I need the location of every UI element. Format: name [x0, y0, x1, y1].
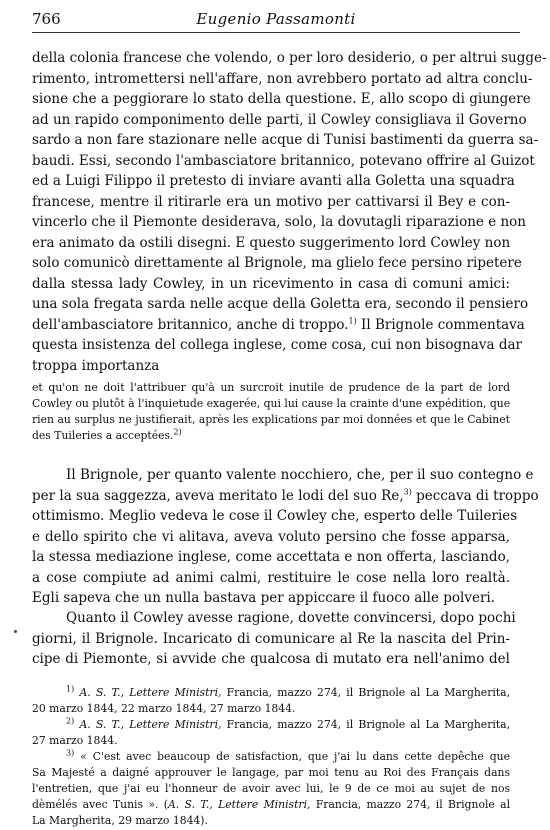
footnote-line: 20 marzo 1844, 22 marzo 1844, 27 marzo 1844. [32, 702, 296, 715]
paragraph-2 [32, 465, 539, 609]
text-line: vincerlo che il Piemonte desiderava, solo, la dovutagli riparazione e non [32, 214, 526, 230]
archive-series: Lettere Ministri, [218, 798, 311, 811]
text-line: la stessa mediazione inglese, come accettata e non offerta, lasciando, [32, 549, 510, 565]
text-segment: des Tuileries a acceptées. [32, 429, 174, 442]
footnote-line [32, 797, 510, 813]
text-line: solo comunicò direttamente al Brignole, ma glielo fece persino ripetere [32, 255, 522, 271]
archive-abbr: A. S. T., [79, 718, 125, 731]
footnote-mark: 1) [66, 684, 75, 694]
text-segment: Francia, mazzo 274, il Brignole al La Margherita, [221, 686, 511, 699]
text-line: sione che a peggiorare lo stato della questione. E, allo scopo di giungere [32, 91, 531, 107]
paragraph-1 [32, 48, 547, 376]
text-segment: Il Brignole commentava [356, 316, 525, 333]
archive-abbr: A. S. T., [167, 798, 213, 811]
text-line: sardo a non fare stazionare nelle acque di Tunisi bastimenti da guerra sa- [32, 132, 539, 148]
page-header [32, 10, 520, 33]
running-title: Eugenio Passamonti [196, 10, 356, 28]
text-line: giorni, il Brignole. Incaricato di comunicare al Re la nascita del Prin- [32, 630, 510, 647]
footnote-mark: 2) [66, 716, 75, 726]
text-line: Il Brignole, per quanto valente nocchiero, che, per il suo contegno e [66, 467, 534, 483]
quote-line: Cowley ou plutôt à l'inquietude exagerée, qui lui cause la crainte d'une expédition, que [32, 397, 511, 410]
footnote-1 [32, 685, 510, 701]
page-number: 766 [32, 10, 61, 28]
quote-line: rien au surplus ne justifierait, après les explications par moi données et que le Cabinet [32, 413, 510, 426]
text-line: Quanto il Cowley avesse ragione, dovette convincersi, dopo pochi [66, 610, 516, 626]
text-line [32, 315, 525, 336]
paragraph-3 [32, 608, 516, 670]
text-line: cipe di Piemonte, si avvide che qualcosa di mutato era nell'animo del [32, 651, 510, 667]
text-line: una sola fregata sarda nelle acque della Goletta era, secondo il pensiero [32, 296, 529, 312]
margin-mark [14, 630, 17, 633]
text-line: ed a Luigi Filippo il pretesto di inviare avanti alla Goletta una squadra [32, 173, 515, 189]
text-segment: Francia, mazzo 274, il Brignole al [310, 798, 511, 811]
footnote-ref: 2) [173, 427, 182, 437]
text-segment: dèmélés avec Tunis ». ( [32, 798, 168, 811]
footnote-2 [32, 717, 510, 733]
text-line: dalla stessa lady Cowley, in un ricevimento in casa di comuni amici: [32, 275, 510, 292]
text-line: troppa importanza [32, 357, 160, 374]
footnote-ref: 1) [348, 316, 357, 325]
footnote-3 [32, 749, 510, 765]
archive-series: Lettere Ministri, [129, 718, 222, 731]
text-segment: Francia, mazzo 274, il Brignole al La Margherita, [221, 718, 511, 731]
text-segment: « C'est avec beaucoup de satisfaction, que j'ai lu dans cette depêche que [80, 750, 510, 763]
french-quotation [32, 380, 510, 444]
text-line: francese, mentre il ritirarle era un motivo per cattivarsi il Bey e con- [32, 193, 510, 210]
archive-series: Lettere Ministri, [129, 686, 222, 699]
text-segment: peccava di troppo [411, 487, 539, 504]
text-line: era animato da ostili disegni. E questo suggerimento lord Cowley non [32, 234, 511, 251]
quote-line [32, 428, 510, 444]
text-segment: per la sua saggezza, aveva meritato le lodi del suo Re, [32, 487, 404, 504]
footnote-mark: 3) [66, 748, 75, 758]
text-line: a cose compiute ad animi calmi, restituire le cose nella loro realtà. [32, 569, 510, 586]
text-line: rimento, intromettersi nell'affare, non avrebbero portato ad altra conclu- [32, 70, 533, 87]
text-line: Egli sapeva che un nulla bastava per appiccare il fuoco alle polveri. [32, 590, 496, 606]
footnote-line: l'entretien, que j'ai eu l'honneur de avoir avec lui, le 9 de ce moi au sujet de nos [32, 782, 510, 795]
archive-abbr: A. S. T., [79, 686, 125, 699]
text-line [32, 486, 539, 507]
footnote-line: 27 marzo 1844. [32, 734, 118, 747]
quote-line: et qu'on ne doit l'attribuer qu'à un surcroit inutile de prudence de la part de lord [32, 381, 510, 394]
text-line: e dello spirito che vi alitava, aveva voluto persino che fosse apparsa, [32, 528, 510, 545]
text-segment: dell'ambasciatore britannico, anche di troppo. [32, 316, 349, 333]
text-line: della colonia francese che volendo, o per loro desiderio, o per altrui sugge- [32, 50, 547, 66]
footnote-line: Sa Majesté a daigné approuver le langage, par moi tenu au Roi des Français dans [32, 766, 510, 779]
footnote-ref: 3) [403, 487, 412, 496]
footnote-line: La Margherita, 29 marzo 1844). [32, 814, 208, 827]
text-line: ad un rapido componimento delle parti, il Cowley consigliava il Governo [32, 111, 527, 128]
text-line: baudi. Essi, secondo l'ambasciatore britannico, potevano offrire al Guizot [32, 152, 535, 169]
footnotes [32, 685, 510, 829]
text-line: ottimismo. Meglio vedeva le cose il Cowley che, esperto delle Tuileries [32, 508, 518, 524]
text-line: questa insistenza del collega inglese, come cosa, cui non bisognava dar [32, 337, 522, 353]
